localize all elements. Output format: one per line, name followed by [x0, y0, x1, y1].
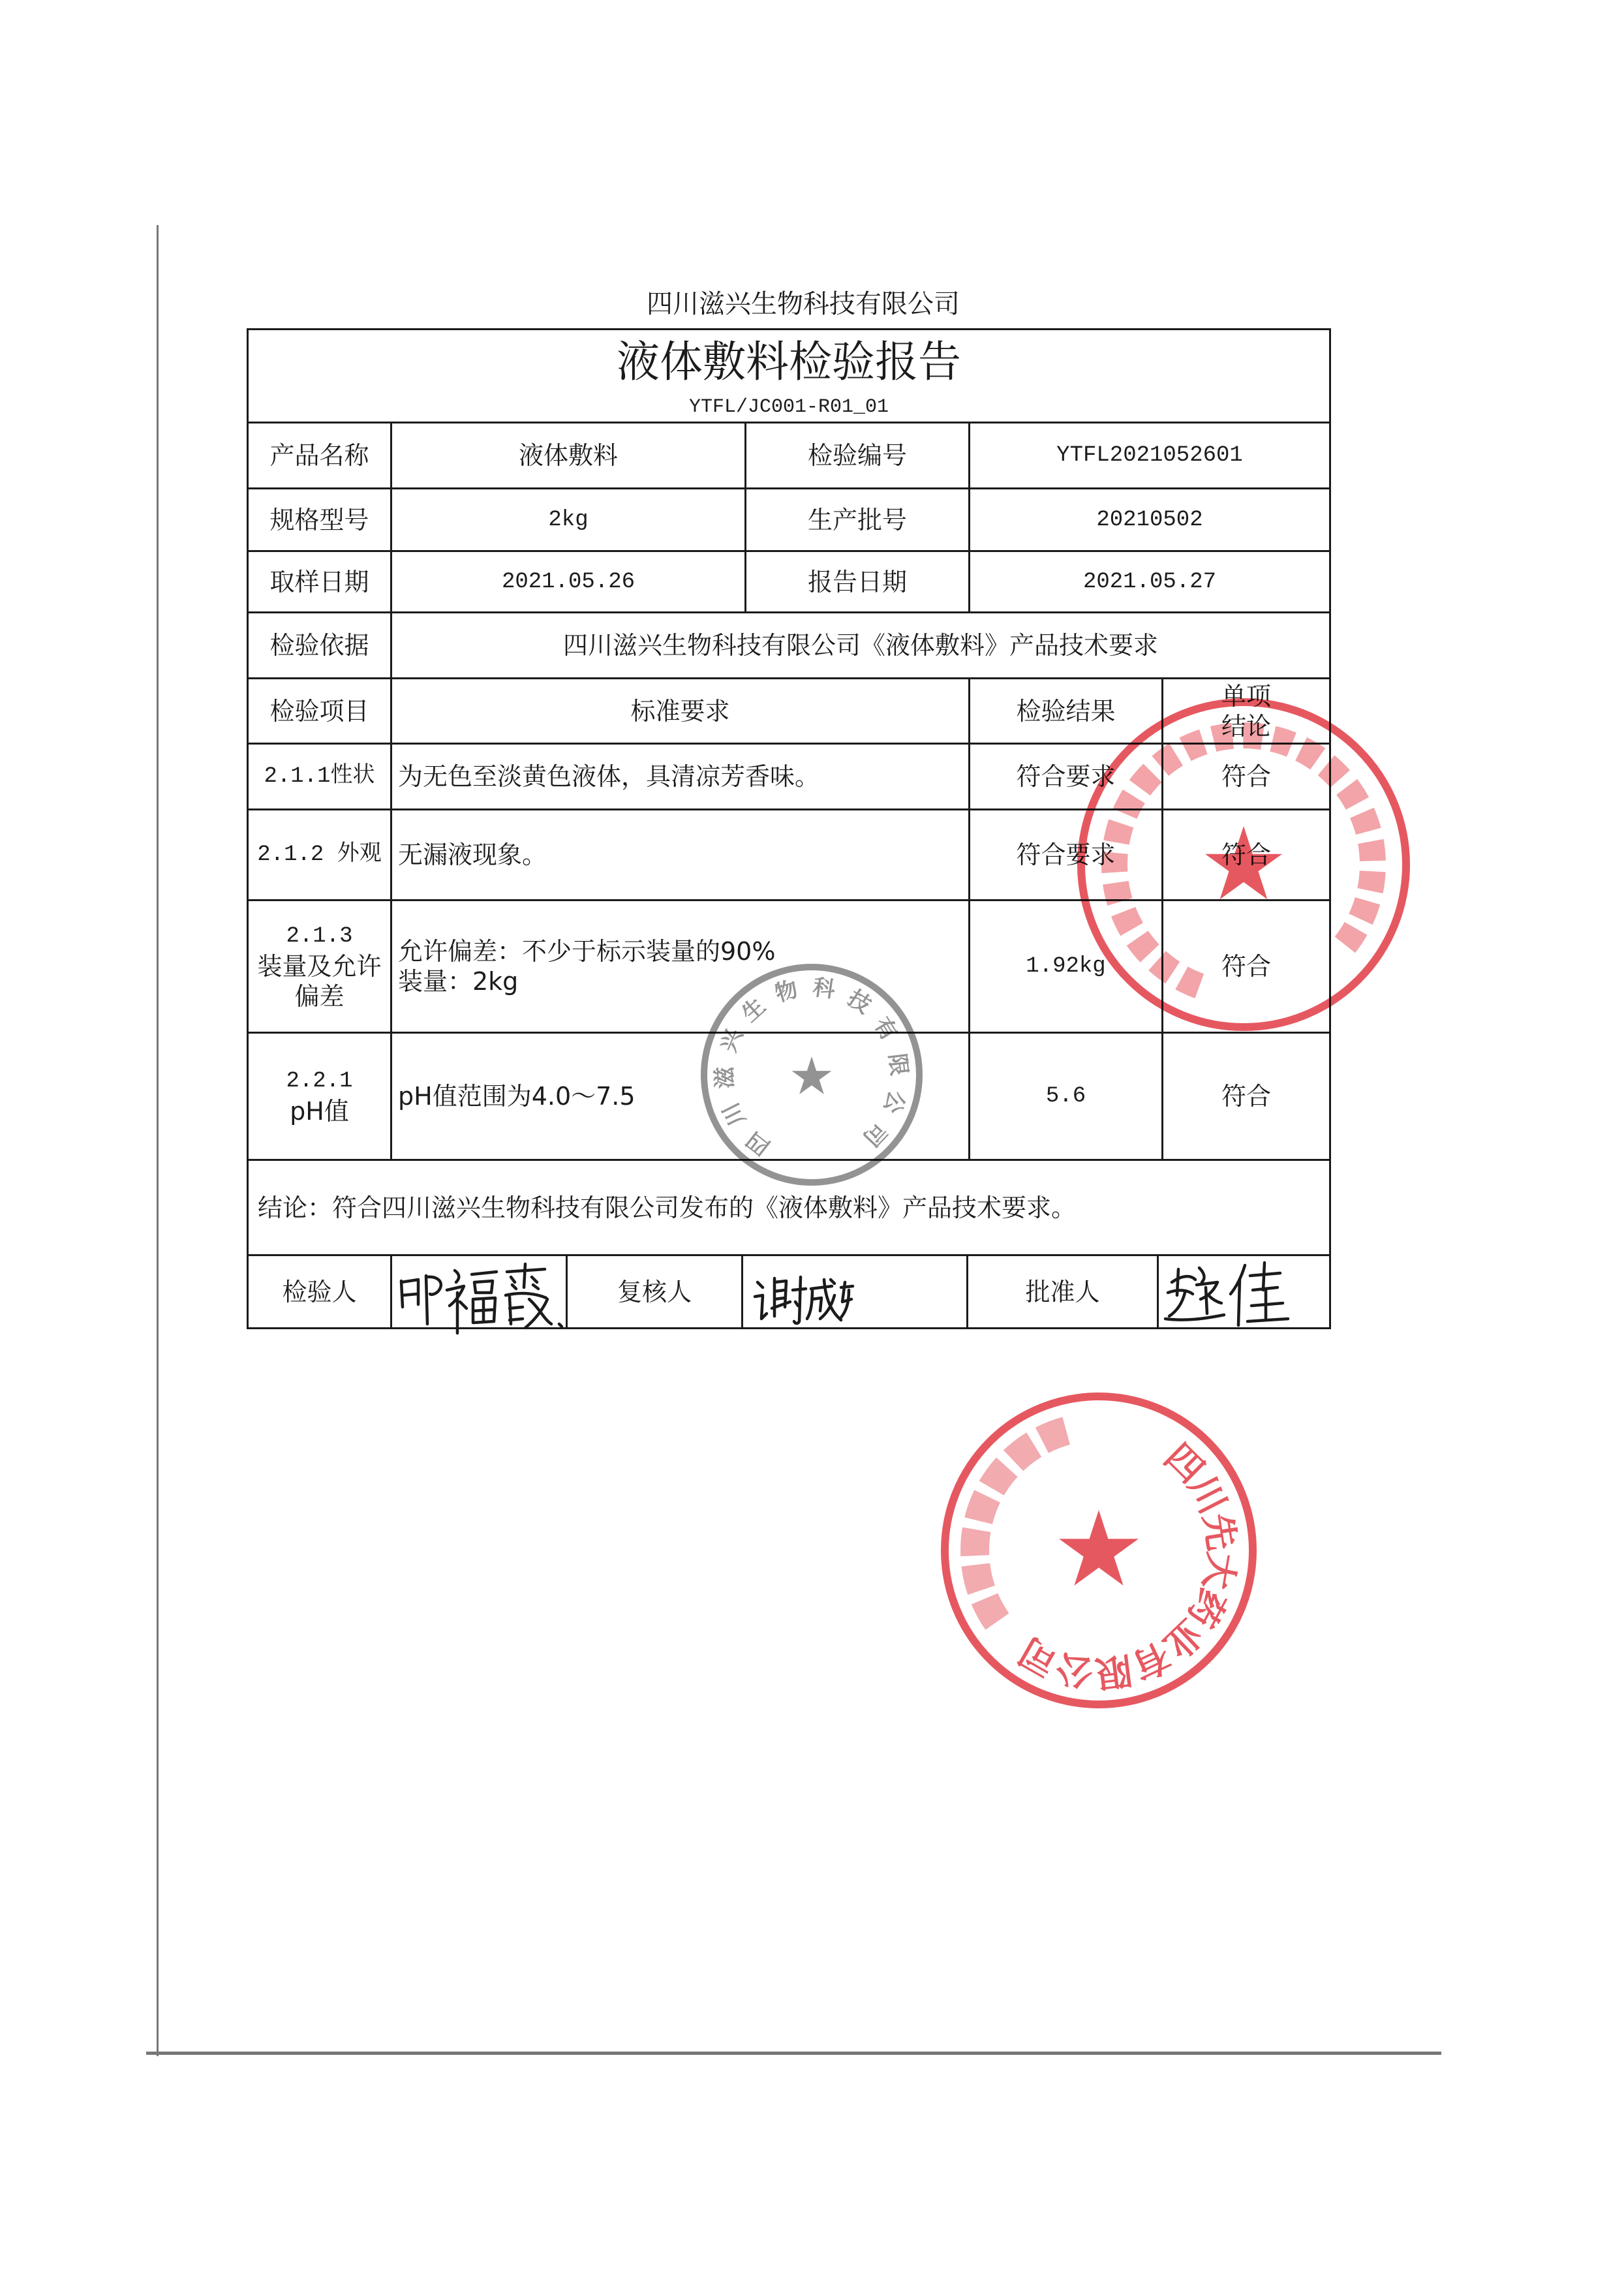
inspection-no-value: YTFL2021052601 [970, 423, 1331, 489]
seal-star-icon [1205, 826, 1282, 899]
item-code [249, 901, 392, 1034]
approver-label: 批准人 [968, 1256, 1159, 1329]
approver-signature-cell [1159, 1256, 1331, 1329]
item-code: 2.1.2 外观 [249, 810, 392, 901]
title-cell [249, 330, 1331, 423]
item-conclusion: 符合 [1163, 901, 1331, 1034]
reviewer-label: 复核人 [568, 1256, 743, 1329]
seal-star-icon [1059, 1510, 1139, 1586]
sampling-date-value: 2021.05.26 [392, 552, 746, 613]
scan-edge-bottom [146, 2052, 1441, 2055]
batch-no-value: 20210502 [970, 489, 1331, 552]
item-standard-line: 允许偏差：不少于标示装量的90% [398, 937, 776, 966]
overall-conclusion: 结论：符合四川滋兴生物科技有限公司发布的《液体敷料》产品技术要求。 [249, 1161, 1331, 1256]
item-result: 1.92kg [970, 901, 1163, 1034]
gray-company-seal-stamp [694, 957, 929, 1192]
report-date-value: 2021.05.27 [970, 552, 1331, 613]
item-code-line: pH值 [290, 1097, 349, 1126]
item-conclusion: 符合 [1163, 745, 1331, 810]
basis-value: 四川滋兴生物科技有限公司《液体敷料》产品技术要求 [392, 613, 1331, 679]
item-standard: pH值范围为4.0～7.5 [392, 1034, 970, 1161]
inspector-signature-cell [392, 1256, 568, 1329]
approver-signature [1159, 1256, 1331, 1329]
red-seal-stamp-bottom [936, 1387, 1262, 1714]
item-header: 检验项目 [249, 679, 392, 745]
conclusion-header-line: 结论 [1221, 711, 1271, 741]
bottom-seal-text: 四川先大药业有限公司 [1012, 1436, 1243, 1695]
product-name-value: 液体敷料 [392, 423, 746, 489]
report-code: YTFL/JC001-R01_01 [688, 396, 889, 418]
company-seal-text: 四川滋兴生物科技有限公司 [711, 974, 912, 1161]
red-seal-stamp-right [1071, 692, 1417, 1038]
item-standard-line: 装量：2kg [398, 967, 519, 996]
inspector-label: 检验人 [249, 1256, 392, 1329]
item-standard: 为无色至淡黄色液体，具清凉芳香味。 [392, 745, 970, 810]
seal-lettering-marks [975, 1431, 1067, 1622]
item-result: 符合要求 [970, 810, 1163, 901]
seal-star-icon [792, 1056, 832, 1094]
spec-value: 2kg [392, 489, 746, 552]
item-result: 5.6 [970, 1034, 1163, 1161]
item-result: 符合要求 [970, 745, 1163, 810]
sampling-date-label: 取样日期 [249, 552, 392, 613]
item-standard: 无漏液现象。 [392, 810, 970, 901]
report-date-label: 报告日期 [746, 552, 970, 613]
inspection-no-label: 检验编号 [746, 423, 970, 489]
product-name-label: 产品名称 [249, 423, 392, 489]
item-conclusion: 符合 [1163, 1034, 1331, 1161]
scan-edge-left [157, 225, 159, 2056]
basis-label: 检验依据 [249, 613, 392, 679]
batch-no-label: 生产批号 [746, 489, 970, 552]
item-code [249, 1034, 392, 1161]
item-code: 2.1.1性状 [249, 745, 392, 810]
spec-label: 规格型号 [249, 489, 392, 552]
result-header: 检验结果 [970, 679, 1163, 745]
reviewer-signature [743, 1256, 968, 1329]
report-title: 液体敷料检验报告 [617, 337, 961, 387]
company-header: 四川滋兴生物科技有限公司 [647, 289, 960, 319]
item-code-line: 2.1.3 [286, 924, 353, 949]
conclusion-header-line: 单项 [1221, 681, 1271, 711]
item-code-line: 偏差 [294, 982, 345, 1011]
inspector-signature [392, 1256, 568, 1341]
item-code-line: 2.2.1 [286, 1069, 353, 1094]
item-code-line: 装量及允许 [257, 952, 382, 981]
standard-header: 标准要求 [392, 679, 970, 745]
reviewer-signature-cell [743, 1256, 968, 1329]
